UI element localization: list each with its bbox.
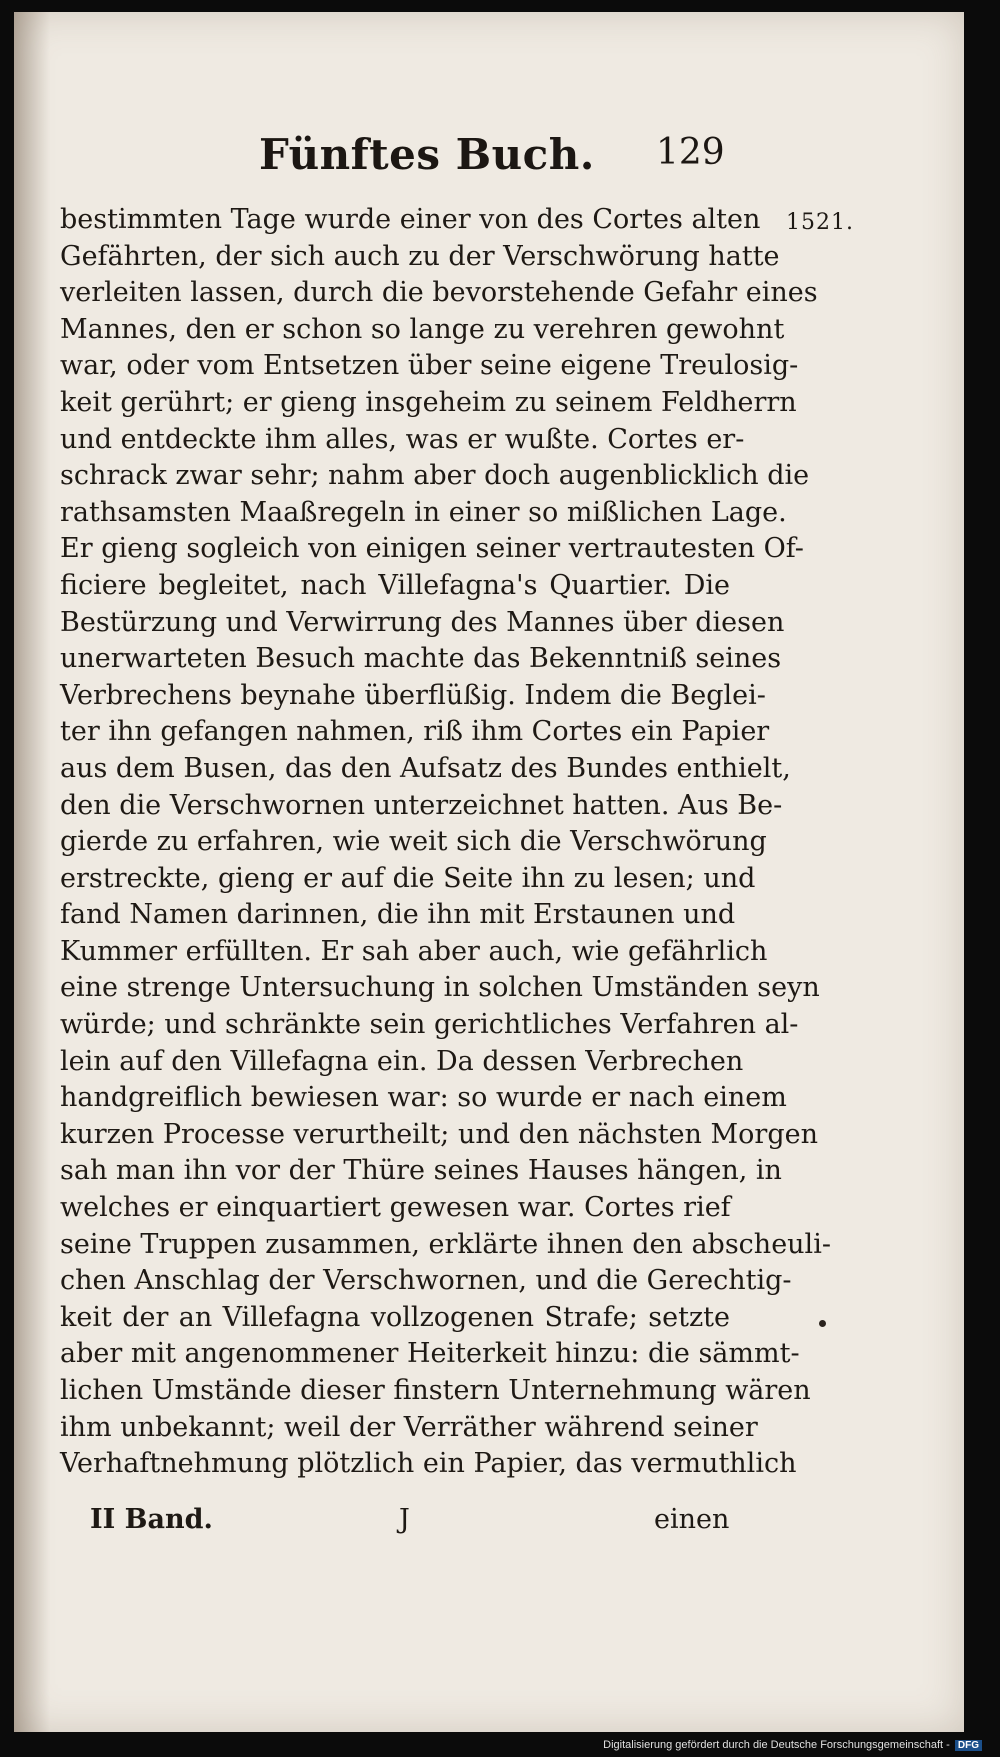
text-line: erstreckte, gieng er auf die Seite ihn zu lesen; und: [60, 862, 756, 894]
text-line: ter ihn gefangen nahmen, riß ihm Cortes ein Papier: [60, 716, 770, 748]
text-line: aber mit angenommener Heiterkeit hinzu: die sämmt-: [60, 1338, 800, 1370]
text-line: war, oder vom Entsetzen über seine eigene Treulosig-: [60, 350, 799, 382]
text-line: und entdeckte ihm alles, was er wußte. Cortes er-: [60, 423, 745, 455]
volume-signature: II Band.: [90, 1504, 213, 1535]
digitization-credit: [603, 1739, 982, 1751]
text-line: sah man ihn vor der Thüre seines Hauses hängen, in: [60, 1155, 782, 1187]
page-footer: [14, 1504, 964, 1544]
text-line: Er gieng sogleich von einigen seiner vertrautesten Of-: [60, 533, 804, 565]
text-line: Kummer erfüllten. Er sah aber auch, wie gefährlich: [60, 935, 768, 967]
text-line: kurzen Processe verurtheilt; und den nächsten Morgen: [60, 1118, 818, 1150]
text-line: Gefährten, der sich auch zu der Verschwörung hatte: [60, 240, 780, 272]
text-line: welches er einquartiert gewesen war. Cortes rief: [60, 1192, 731, 1224]
text-line: lein auf den Villefagna ein. Da dessen Verbrechen: [60, 1045, 744, 1077]
dfg-logo: DFG: [955, 1740, 982, 1751]
catchword: einen: [654, 1504, 730, 1535]
text-line: ficiere begleitet, nach Villefagna's Quartier. Die: [60, 569, 730, 601]
text-line: verleiten lassen, durch die bevorstehende Gefahr eines: [60, 277, 818, 309]
text-line: keit gerührt; er gieng insgeheim zu seinem Feldherrn: [60, 386, 797, 418]
page-number: 129: [656, 132, 725, 173]
book-page: [14, 12, 964, 1732]
text-line: lichen Umstände dieser finstern Unternehmung wären: [60, 1375, 811, 1406]
text-line: unerwarteten Besuch machte das Bekenntniß seines: [60, 643, 782, 675]
text-line: aus dem Busen, das den Aufsatz des Bundes enthielt,: [60, 752, 791, 784]
text-line: handgreiflich bewiesen war: so wurde er nach einem: [60, 1082, 787, 1114]
text-line: eine strenge Untersuchung in solchen Umständen seyn: [60, 972, 820, 1004]
text-line: Bestürzung und Verwirrung des Mannes über diesen: [60, 606, 785, 638]
running-title: Fünftes Buch.: [259, 130, 595, 179]
text-line: würde; und schränkte sein gerichtliches Verfahren al-: [60, 1009, 799, 1041]
credit-text: Digitalisierung gefördert durch die Deutsche Forschungsgemeinschaft -: [603, 1739, 950, 1751]
text-line: schrack zwar sehr; nahm aber doch augenblicklich die: [60, 460, 810, 492]
text-line: gierde zu erfahren, wie weit sich die Verschwörung: [60, 826, 767, 858]
text-line: Mannes, den er schon so lange zu verehren gewohnt: [60, 313, 785, 345]
text-line: bestimmten Tage wurde einer von des Cortes alten: [60, 204, 761, 235]
margin-ink-dot: [819, 1320, 826, 1327]
text-line: Verhaftnehmung plötzlich ein Papier, das vermuthlich: [60, 1448, 797, 1480]
page-header: [14, 130, 964, 190]
text-line: rathsamsten Maaßregeln in einer so mißlichen Lage.: [60, 496, 787, 528]
text-line: Verbrechens beynahe überflüßig. Indem die Beglei-: [60, 679, 766, 711]
text-line: fand Namen darinnen, die ihn mit Erstaunen und: [60, 899, 736, 931]
text-line: chen Anschlag der Verschwornen, und die Gerechtig-: [60, 1265, 792, 1297]
text-line: ihm unbekannt; weil der Verräther während seiner: [60, 1411, 758, 1443]
sheet-signature-mark: J: [399, 1504, 410, 1535]
text-line: seine Truppen zusammen, erklärte ihnen den abscheuli-: [60, 1228, 831, 1260]
margin-year-note: 1521.: [786, 210, 854, 235]
text-line: keit der an Villefagna vollzogenen Strafe; setzte: [60, 1301, 730, 1333]
text-line: den die Verschwornen unterzeichnet hatten. Aus Be-: [60, 789, 783, 821]
